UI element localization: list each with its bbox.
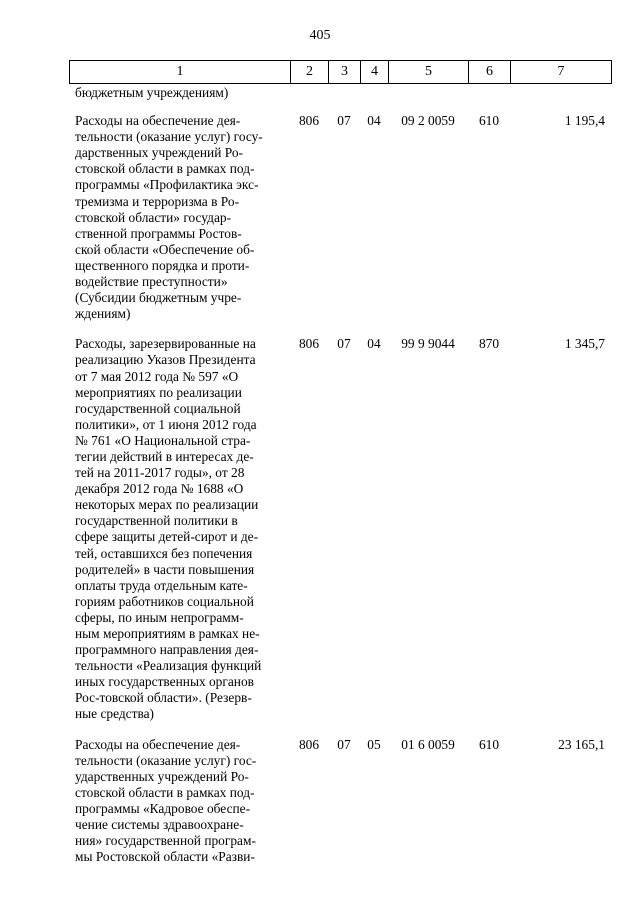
row-subsection-code: 04 xyxy=(367,113,381,129)
row-amount: 1 345,7 xyxy=(564,336,605,352)
column-header-table xyxy=(69,60,612,84)
row-expense-type: 610 xyxy=(478,736,500,752)
row-section-code: 07 xyxy=(337,736,351,752)
carry-over-text: бюджетным учреждениям) xyxy=(75,85,229,100)
row-subsection-code: 05 xyxy=(367,736,381,752)
table-row xyxy=(69,113,611,322)
row-expense-type: 870 xyxy=(478,336,500,352)
row-section-code: 07 xyxy=(337,113,351,129)
row-target-article: 09 2 0059 xyxy=(401,113,455,129)
row-ministry-code: 806 xyxy=(298,113,320,129)
column-header-1: 1 xyxy=(70,61,291,84)
row-target-article: 01 6 0059 xyxy=(401,736,455,752)
table-body xyxy=(69,85,611,879)
column-header-row xyxy=(70,61,612,84)
row-description: Расходы на обеспечение дея- тельности (оказание услуг) гос- ударственных учреждений Ро- стовской области в рамках под- программы «Кадровое обеспе- чение системы здравоохране- ния» государственной програм- мы Ростовской области «Разви- xyxy=(75,736,257,865)
column-header-3: 3 xyxy=(329,61,361,84)
column-header-6: 6 xyxy=(469,61,511,84)
row-amount: 23 165,1 xyxy=(558,736,605,752)
page-number: 405 xyxy=(309,28,331,43)
row-ministry-code: 806 xyxy=(298,336,320,352)
column-header-4: 4 xyxy=(361,61,389,84)
column-header-7: 7 xyxy=(511,61,612,84)
row-expense-type: 610 xyxy=(478,113,500,129)
table-row xyxy=(69,336,611,722)
row-subsection-code: 04 xyxy=(367,336,381,352)
row-ministry-code: 806 xyxy=(298,736,320,752)
row-amount: 1 195,4 xyxy=(564,113,605,129)
row-description: Расходы, зарезервированные на реализацию Указов Президента от 7 мая 2012 года № 597 «О мероприятиях по реализации государственной социальной политики», от 1 июня 2012 года № 761 «О Национальной стра- тегии действий в интересах де- тей на 2011-2017 годы», от 28 декабря 2012 года № 1688 «О некоторых мерах по реализации государственной политики в сфере защиты детей-сирот и де- тей, оставшихся без попечения родителей» в части повышения оплаты труда отдельным кате- гориям работников социальной сферы, по иным непрограмм- ным мероприятиям в рамках не- программного направления дея- тельности «Реализация функций иных государственных органов Рос-товской области». (Резерв- ные средства) xyxy=(75,336,262,722)
table-row xyxy=(69,737,611,866)
column-header-5: 5 xyxy=(389,61,469,84)
column-header-2: 2 xyxy=(291,61,329,84)
row-description: Расходы на обеспечение дея- тельности (оказание услуг) госу- дарственных учреждений Ро- стовской области в рамках под- программы «Профилактика экс- тремизма и терроризма в Ро- стовской области» государ- ственной программы Ростов- ской области «Обеспечение об- щественного порядка и проти- водействие преступности» (Субсидии бюджетным учре- ждениям) xyxy=(75,113,263,322)
row-section-code: 07 xyxy=(337,336,351,352)
row-target-article: 99 9 9044 xyxy=(401,336,455,352)
